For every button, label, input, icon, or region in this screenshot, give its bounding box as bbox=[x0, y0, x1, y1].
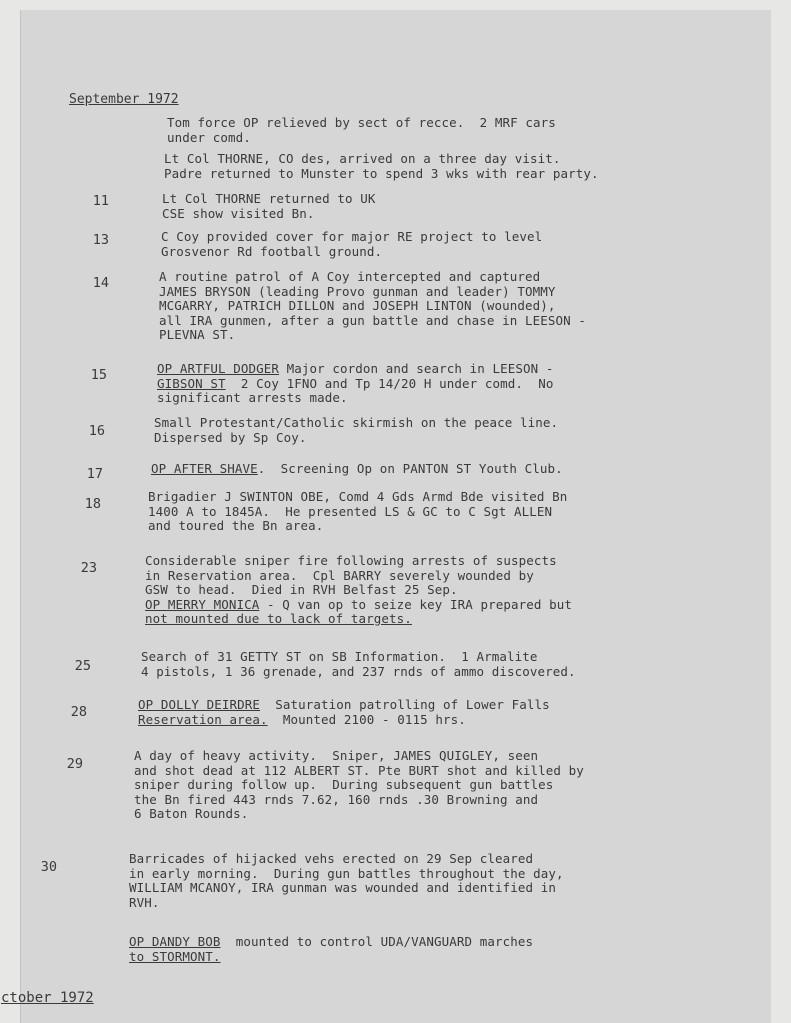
entry-text: Considerable sniper fire following arrests of suspects in Reservation area. Cpl BARRY severely wounded by GSW to head. Died in RVH Belfast 25 Sep. OP MERRY MONICA - Q van op to seize key IRA prepared but not mounted due to lack of targets. bbox=[145, 553, 573, 626]
entry-day: 13 bbox=[92, 232, 109, 248]
entry-day: 25 bbox=[74, 658, 91, 674]
entry-day: 17 bbox=[86, 466, 103, 482]
month-heading: September 1972 bbox=[69, 92, 179, 107]
entry-day: 15 bbox=[90, 367, 107, 383]
operation-name: OP DANDY BOB bbox=[129, 934, 221, 949]
entry-day: 16 bbox=[88, 423, 105, 439]
next-month-heading: ctober 1972 bbox=[1, 990, 94, 1006]
operation-name: Reservation area. bbox=[138, 711, 268, 727]
entry-text: Lt Col THORNE, CO des, arrived on a three day visit. Padre returned to Munster to spend 3 wks with rear party. bbox=[164, 151, 599, 181]
entry-text: Barricades of hijacked vehs erected on 29 Sep cleared in early morning. During gun battles throughout the day, WILLIAM MCANOY, IRA gunman was wounded and identified in RVH. bbox=[129, 851, 564, 910]
operation-name: OP MERRY MONICA bbox=[145, 596, 260, 612]
operation-name: OP ARTFUL DODGER bbox=[157, 361, 280, 376]
operation-name: GIBSON ST bbox=[157, 375, 226, 391]
entry-day: 28 bbox=[70, 704, 87, 720]
entry-text: A routine patrol of A Coy intercepted and captured JAMES BRYSON (leading Provo gunman and leader) TOMMY MCGARRY, PATRICH DILLON and JOSEPH LINTON (wounded), all IRA gunmen, after a gun battle and chase in LEESON - PLEVNA ST. bbox=[159, 269, 587, 342]
entry-text: OP AFTER SHAVE. Screening Op on PANTON ST Youth Club. bbox=[151, 461, 563, 476]
entry-text: Tom force OP relieved by sect of recce. 2 MRF cars under comd. bbox=[167, 115, 556, 145]
document-page bbox=[1, 10, 771, 1023]
entry-day: 11 bbox=[92, 193, 109, 209]
entry-text: Lt Col THORNE returned to UK CSE show visited Bn. bbox=[162, 191, 376, 221]
operation-name: OP DOLLY DEIRDRE bbox=[138, 697, 261, 712]
entry-day: 30 bbox=[40, 859, 57, 875]
entry-text: Search of 31 GETTY ST on SB Information. 1 Armalite 4 pistols, 1 36 grenade, and 237 rnds of ammo discovered. bbox=[141, 649, 576, 679]
entry-day: 29 bbox=[66, 756, 83, 772]
entry-text: C Coy provided cover for major RE project to level Grosvenor Rd football ground. bbox=[161, 229, 543, 259]
entry-text: OP DOLLY DEIRDRE Saturation patrolling of Lower Falls Reservation area. Mounted 2100 - 0115 hrs. bbox=[138, 697, 550, 727]
operation-name: OP AFTER SHAVE bbox=[151, 461, 258, 476]
entry-text: OP ARTFUL DODGER Major cordon and search in LEESON - GIBSON ST 2 Coy 1FNO and Tp 14/20 H under comd. No significant arrests made. bbox=[157, 361, 554, 405]
entry-text: Brigadier J SWINTON OBE, Comd 4 Gds Armd Bde visited Bn 1400 A to 1845A. He presented LS & GC to C Sgt ALLEN and toured the Bn area. bbox=[148, 489, 568, 533]
entry-text: Small Protestant/Catholic skirmish on the peace line. Dispersed by Sp Coy. bbox=[154, 415, 559, 445]
entry-day: 18 bbox=[84, 496, 101, 512]
entry-day: 14 bbox=[92, 275, 109, 291]
entry-text: A day of heavy activity. Sniper, JAMES QUIGLEY, seen and shot dead at 112 ALBERT ST. Pte BURT shot and killed by sniper during follow up. During subsequent gun battles the Bn fired 443 rnds 7.62, 160 rnds .30 Browning and 6 Baton Rounds. bbox=[134, 748, 584, 821]
entry-text: OP DANDY BOB mounted to control UDA/VANGUARD marches to STORMONT. bbox=[129, 934, 534, 964]
entry-day: 23 bbox=[80, 560, 97, 576]
